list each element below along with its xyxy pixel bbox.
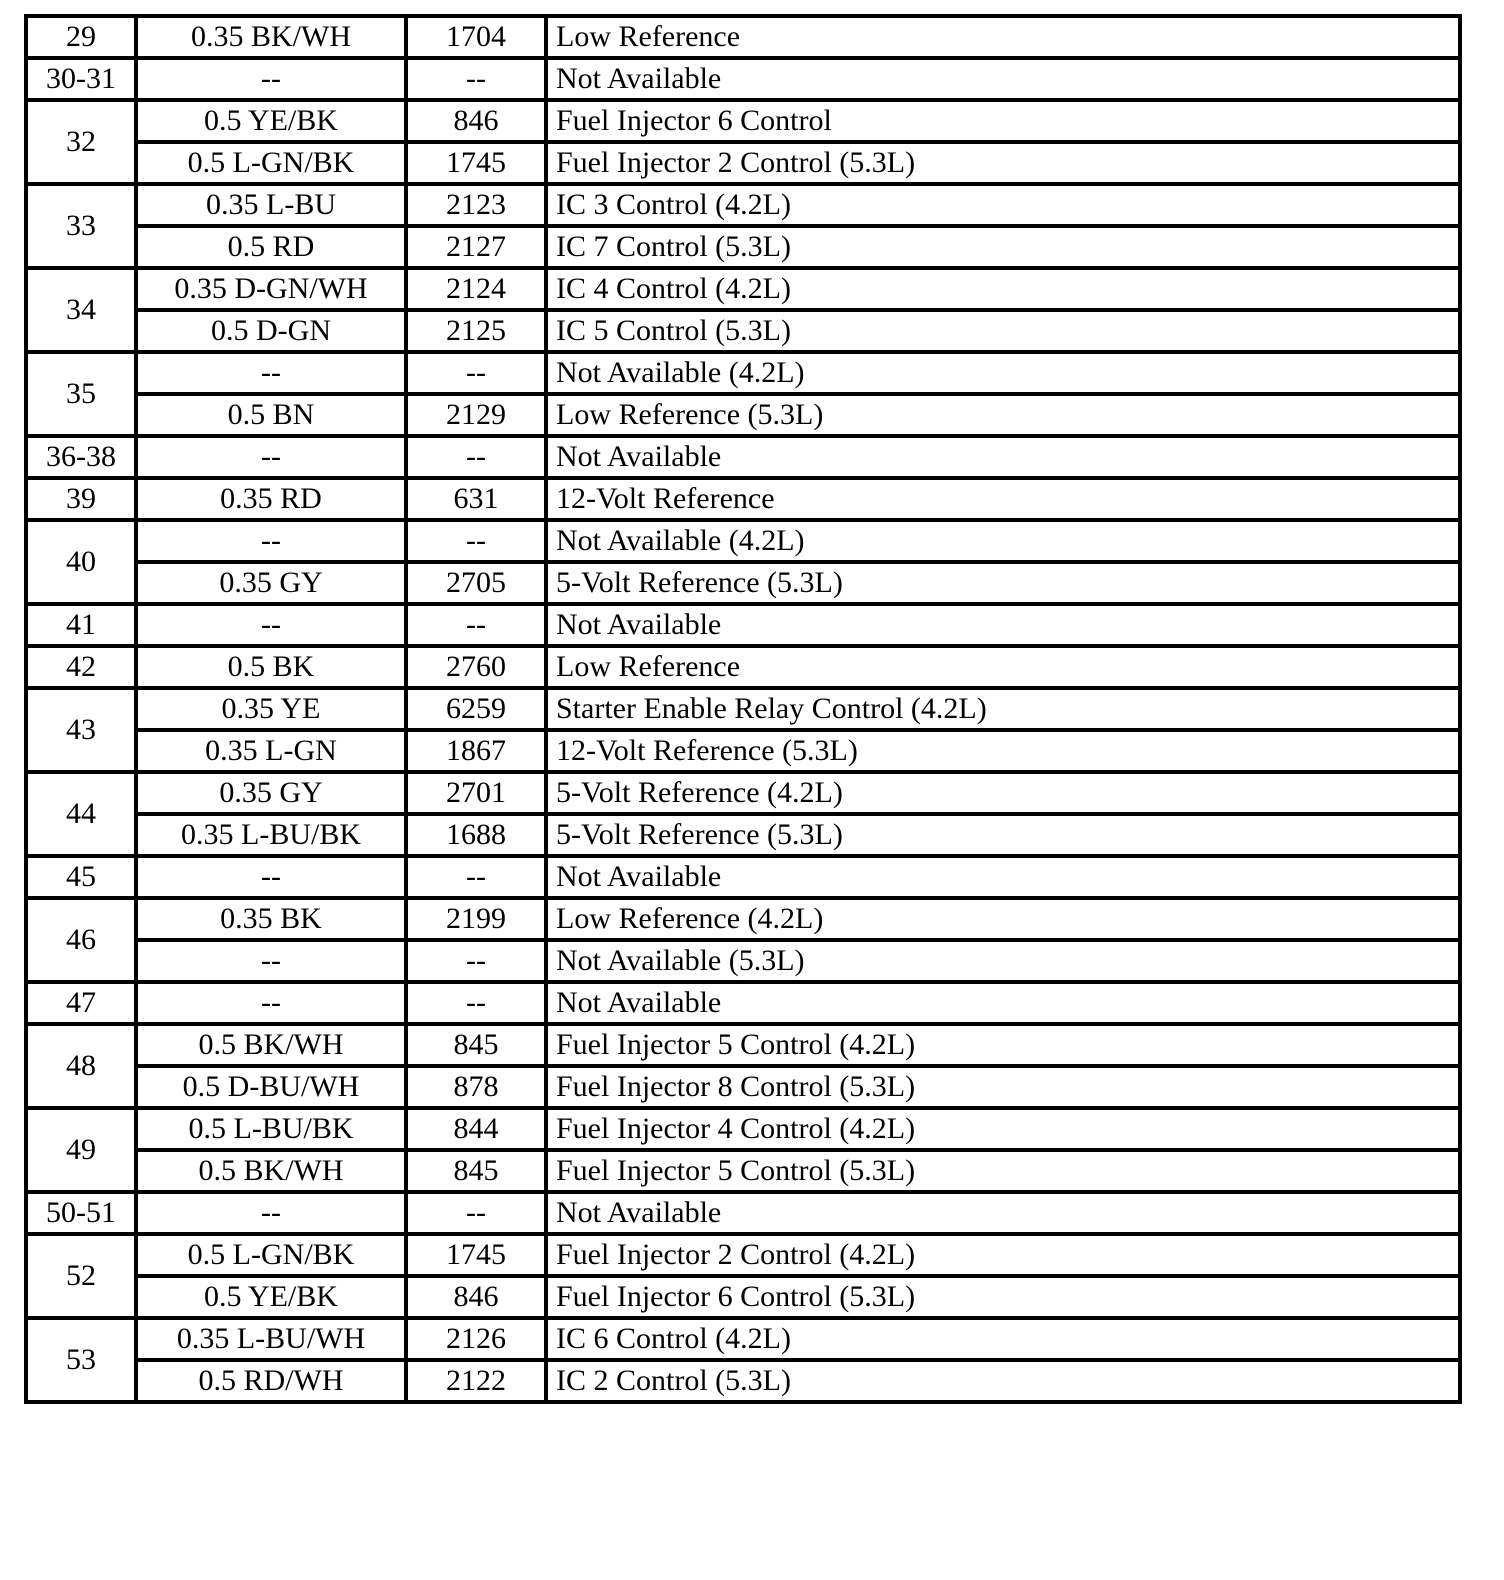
function-cell: 5-Volt Reference (5.3L) [546, 814, 1460, 856]
wire-color-cell: 0.5 RD/WH [136, 1360, 406, 1402]
pin-number-cell: 35 [26, 352, 136, 436]
wire-color-cell: 0.5 L-GN/BK [136, 1234, 406, 1276]
wire-color-cell: -- [136, 1192, 406, 1234]
function-cell: IC 7 Control (5.3L) [546, 226, 1460, 268]
wire-color-cell: 0.5 YE/BK [136, 1276, 406, 1318]
pin-number-cell: 53 [26, 1318, 136, 1402]
table-row [26, 1150, 1460, 1192]
wire-color-cell: 0.5 BN [136, 394, 406, 436]
table-row [26, 604, 1460, 646]
table-row [26, 1234, 1460, 1276]
circuit-number-cell: 2123 [406, 184, 546, 226]
circuit-number-cell: 1704 [406, 16, 546, 58]
pin-number-cell: 33 [26, 184, 136, 268]
circuit-number-cell: 1867 [406, 730, 546, 772]
table-row [26, 268, 1460, 310]
circuit-number-cell: 1745 [406, 1234, 546, 1276]
wire-color-cell: 0.5 BK/WH [136, 1024, 406, 1066]
table-row [26, 310, 1460, 352]
table-row [26, 1024, 1460, 1066]
wire-color-cell: 0.5 L-GN/BK [136, 142, 406, 184]
wire-color-cell: 0.35 BK [136, 898, 406, 940]
wire-color-cell: 0.5 L-BU/BK [136, 1108, 406, 1150]
wire-color-cell: -- [136, 982, 406, 1024]
table-row [26, 1276, 1460, 1318]
function-cell: Fuel Injector 4 Control (4.2L) [546, 1108, 1460, 1150]
circuit-number-cell: -- [406, 940, 546, 982]
circuit-number-cell: -- [406, 856, 546, 898]
function-cell: Not Available (4.2L) [546, 352, 1460, 394]
pin-number-cell: 48 [26, 1024, 136, 1108]
function-cell: Low Reference (5.3L) [546, 394, 1460, 436]
table-row [26, 940, 1460, 982]
circuit-number-cell: 2125 [406, 310, 546, 352]
circuit-number-cell: 2124 [406, 268, 546, 310]
wire-color-cell: 0.5 D-GN [136, 310, 406, 352]
circuit-number-cell: 2760 [406, 646, 546, 688]
circuit-number-cell: -- [406, 982, 546, 1024]
wire-color-cell: 0.35 L-BU [136, 184, 406, 226]
circuit-number-cell: 846 [406, 100, 546, 142]
function-cell: Starter Enable Relay Control (4.2L) [546, 688, 1460, 730]
function-cell: IC 6 Control (4.2L) [546, 1318, 1460, 1360]
table-row [26, 982, 1460, 1024]
function-cell: IC 4 Control (4.2L) [546, 268, 1460, 310]
wire-color-cell: 0.5 BK/WH [136, 1150, 406, 1192]
function-cell: Not Available [546, 982, 1460, 1024]
table-row [26, 1318, 1460, 1360]
pin-number-cell: 29 [26, 16, 136, 58]
circuit-number-cell: 2122 [406, 1360, 546, 1402]
table-row [26, 814, 1460, 856]
pin-number-cell: 44 [26, 772, 136, 856]
circuit-number-cell: 2129 [406, 394, 546, 436]
wire-color-cell: -- [136, 436, 406, 478]
table-row [26, 394, 1460, 436]
pin-number-cell: 34 [26, 268, 136, 352]
wire-color-cell: 0.35 L-BU/BK [136, 814, 406, 856]
pin-number-cell: 45 [26, 856, 136, 898]
table-row [26, 562, 1460, 604]
wire-color-cell: -- [136, 604, 406, 646]
function-cell: Not Available (4.2L) [546, 520, 1460, 562]
function-cell: IC 5 Control (5.3L) [546, 310, 1460, 352]
pin-number-cell: 30-31 [26, 58, 136, 100]
circuit-number-cell: -- [406, 1192, 546, 1234]
table-row [26, 436, 1460, 478]
circuit-number-cell: 2705 [406, 562, 546, 604]
wire-color-cell: -- [136, 352, 406, 394]
wire-color-cell: -- [136, 520, 406, 562]
circuit-number-cell: 6259 [406, 688, 546, 730]
function-cell: Low Reference [546, 646, 1460, 688]
circuit-number-cell: 2126 [406, 1318, 546, 1360]
circuit-number-cell: -- [406, 58, 546, 100]
pin-number-cell: 40 [26, 520, 136, 604]
pin-number-cell: 42 [26, 646, 136, 688]
circuit-number-cell: 2199 [406, 898, 546, 940]
circuit-number-cell: 1745 [406, 142, 546, 184]
function-cell: Not Available [546, 58, 1460, 100]
function-cell: IC 3 Control (4.2L) [546, 184, 1460, 226]
function-cell: Fuel Injector 5 Control (5.3L) [546, 1150, 1460, 1192]
table-row [26, 352, 1460, 394]
wire-color-cell: 0.35 GY [136, 772, 406, 814]
wire-color-cell: 0.5 BK [136, 646, 406, 688]
circuit-number-cell: -- [406, 436, 546, 478]
wire-color-cell: 0.5 RD [136, 226, 406, 268]
circuit-number-cell: 845 [406, 1024, 546, 1066]
function-cell: 5-Volt Reference (4.2L) [546, 772, 1460, 814]
circuit-number-cell: 845 [406, 1150, 546, 1192]
wire-color-cell: 0.35 L-GN [136, 730, 406, 772]
pinout-table-body [26, 16, 1460, 1402]
pin-number-cell: 46 [26, 898, 136, 982]
table-row [26, 1192, 1460, 1234]
table-row [26, 1066, 1460, 1108]
wire-color-cell: 0.35 D-GN/WH [136, 268, 406, 310]
function-cell: 5-Volt Reference (5.3L) [546, 562, 1460, 604]
table-row [26, 520, 1460, 562]
pin-number-cell: 39 [26, 478, 136, 520]
table-row [26, 100, 1460, 142]
table-row [26, 1360, 1460, 1402]
function-cell: Low Reference (4.2L) [546, 898, 1460, 940]
pin-number-cell: 43 [26, 688, 136, 772]
table-row [26, 142, 1460, 184]
function-cell: Fuel Injector 2 Control (5.3L) [546, 142, 1460, 184]
table-row [26, 730, 1460, 772]
function-cell: Fuel Injector 8 Control (5.3L) [546, 1066, 1460, 1108]
function-cell: Low Reference [546, 16, 1460, 58]
circuit-number-cell: 1688 [406, 814, 546, 856]
table-row [26, 58, 1460, 100]
table-row [26, 646, 1460, 688]
wire-color-cell: -- [136, 856, 406, 898]
function-cell: 12-Volt Reference [546, 478, 1460, 520]
function-cell: Not Available [546, 1192, 1460, 1234]
circuit-number-cell: -- [406, 520, 546, 562]
function-cell: 12-Volt Reference (5.3L) [546, 730, 1460, 772]
circuit-number-cell: -- [406, 352, 546, 394]
function-cell: Not Available [546, 436, 1460, 478]
table-row [26, 1108, 1460, 1150]
circuit-number-cell: 631 [406, 478, 546, 520]
pin-number-cell: 47 [26, 982, 136, 1024]
circuit-number-cell: 878 [406, 1066, 546, 1108]
table-row [26, 898, 1460, 940]
table-row [26, 16, 1460, 58]
function-cell: Not Available [546, 604, 1460, 646]
function-cell: Not Available (5.3L) [546, 940, 1460, 982]
function-cell: Fuel Injector 2 Control (4.2L) [546, 1234, 1460, 1276]
pin-number-cell: 49 [26, 1108, 136, 1192]
wire-color-cell: -- [136, 940, 406, 982]
pin-number-cell: 41 [26, 604, 136, 646]
function-cell: Fuel Injector 5 Control (4.2L) [546, 1024, 1460, 1066]
function-cell: Fuel Injector 6 Control (5.3L) [546, 1276, 1460, 1318]
function-cell: IC 2 Control (5.3L) [546, 1360, 1460, 1402]
connector-pinout-table [24, 14, 1462, 1404]
wire-color-cell: 0.5 D-BU/WH [136, 1066, 406, 1108]
table-row [26, 688, 1460, 730]
wire-color-cell: 0.35 BK/WH [136, 16, 406, 58]
circuit-number-cell: -- [406, 604, 546, 646]
wire-color-cell: 0.35 YE [136, 688, 406, 730]
pin-number-cell: 50-51 [26, 1192, 136, 1234]
pin-number-cell: 36-38 [26, 436, 136, 478]
circuit-number-cell: 844 [406, 1108, 546, 1150]
pin-number-cell: 32 [26, 100, 136, 184]
function-cell: Fuel Injector 6 Control [546, 100, 1460, 142]
wire-color-cell: -- [136, 58, 406, 100]
pin-number-cell: 52 [26, 1234, 136, 1318]
circuit-number-cell: 2701 [406, 772, 546, 814]
table-row [26, 184, 1460, 226]
table-row [26, 226, 1460, 268]
table-row [26, 478, 1460, 520]
wire-color-cell: 0.35 GY [136, 562, 406, 604]
table-row [26, 856, 1460, 898]
circuit-number-cell: 846 [406, 1276, 546, 1318]
wire-color-cell: 0.35 L-BU/WH [136, 1318, 406, 1360]
wire-color-cell: 0.5 YE/BK [136, 100, 406, 142]
wire-color-cell: 0.35 RD [136, 478, 406, 520]
circuit-number-cell: 2127 [406, 226, 546, 268]
function-cell: Not Available [546, 856, 1460, 898]
table-row [26, 772, 1460, 814]
